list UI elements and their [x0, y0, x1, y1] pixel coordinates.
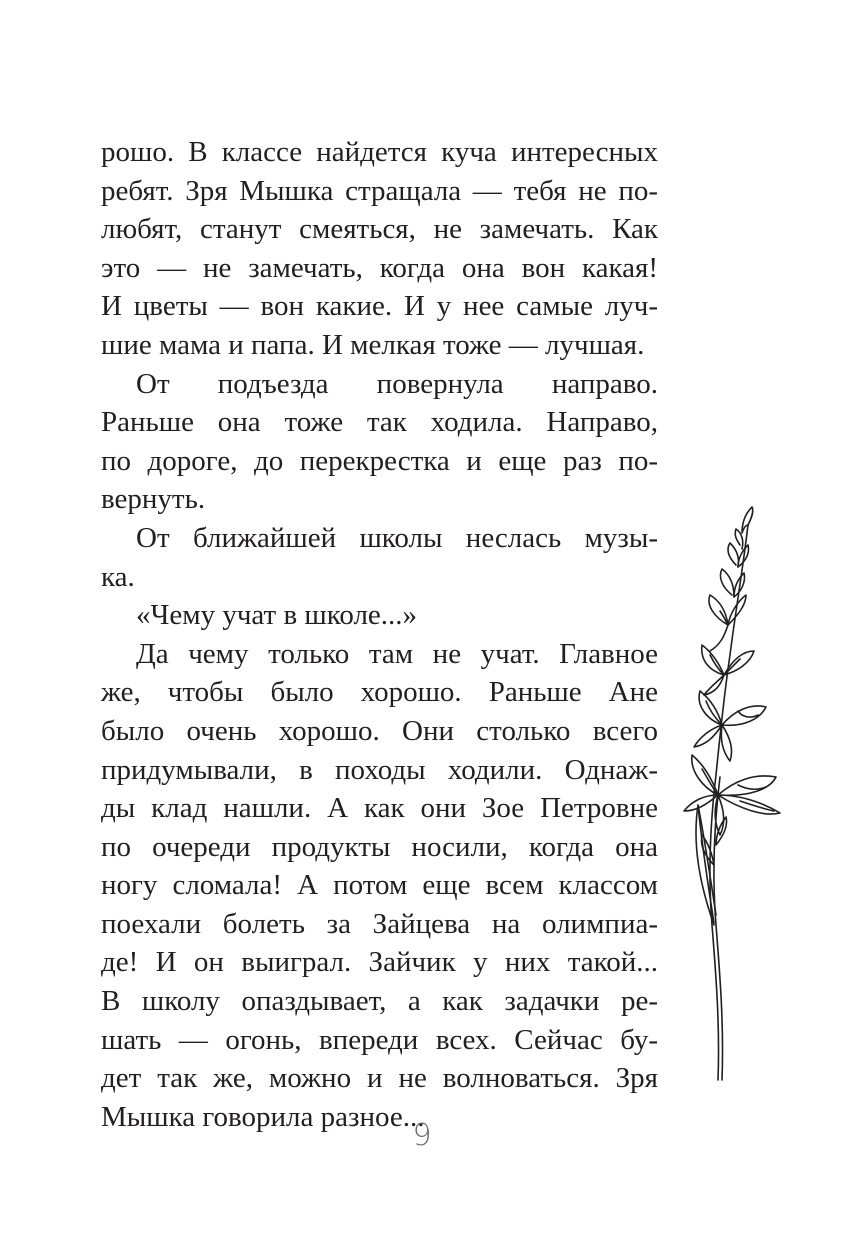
text-line: В школу опаздывает, а как задачки ре- — [101, 985, 658, 1018]
paragraph-start-line: Да чему только там не учат. Главное — [136, 637, 658, 670]
paragraph-start-line: «Чему учат в школе...» — [136, 599, 418, 632]
page-number: 9 — [412, 1118, 432, 1153]
body-text — [101, 133, 658, 1136]
text-line: же, чтобы было хорошо. Раньше Ане — [101, 676, 658, 709]
text-line: де! И он выиграл. Зайчик у них такой... — [101, 946, 658, 979]
text-line: шие мама и папа. И мелкая тоже — лучшая. — [101, 328, 645, 361]
text-line: любят, станут смеяться, не замечать. Как — [101, 213, 658, 246]
text-line: по очереди продукты носили, когда она — [101, 830, 658, 863]
text-line: по дороге, до перекрестка и еще раз по- — [101, 444, 658, 477]
text-line: придумывали, в походы ходили. Однаж- — [101, 753, 658, 786]
paragraph-start-line: От подъезда повернула направо. — [136, 367, 658, 400]
text-line: И цветы — вон какие. И у нее самые луч- — [101, 290, 658, 323]
text-line: ребят. Зря Мышка стращала — тебя не по- — [101, 174, 658, 207]
text-line: Раньше она тоже так ходила. Направо, — [101, 406, 658, 439]
gladiolus-illustration-icon — [680, 505, 805, 1085]
paragraph-start-line: От ближайшей школы неслась музы- — [136, 521, 658, 554]
text-line: дет так же, можно и не волноваться. Зря — [101, 1062, 658, 1095]
text-line: было очень хорошо. Они столько всего — [101, 714, 658, 747]
text-line: вернуть. — [101, 483, 206, 516]
text-line: ногу сломала! А потом еще всем классом — [101, 869, 658, 902]
text-line: рошо. В классе найдется куча интересных — [101, 136, 658, 168]
text-line: это — не замечать, когда она вон какая! — [101, 251, 658, 284]
text-line: ды клад нашли. А как они Зое Петровне — [101, 792, 658, 825]
text-line: шать — огонь, впереди всех. Сейчас бу- — [101, 1023, 658, 1056]
text-line: поехали болеть за Зайцева на олимпиа- — [101, 907, 658, 940]
text-line: Мышка говорила разное... — [101, 1100, 425, 1133]
text-line: ка. — [101, 560, 135, 593]
